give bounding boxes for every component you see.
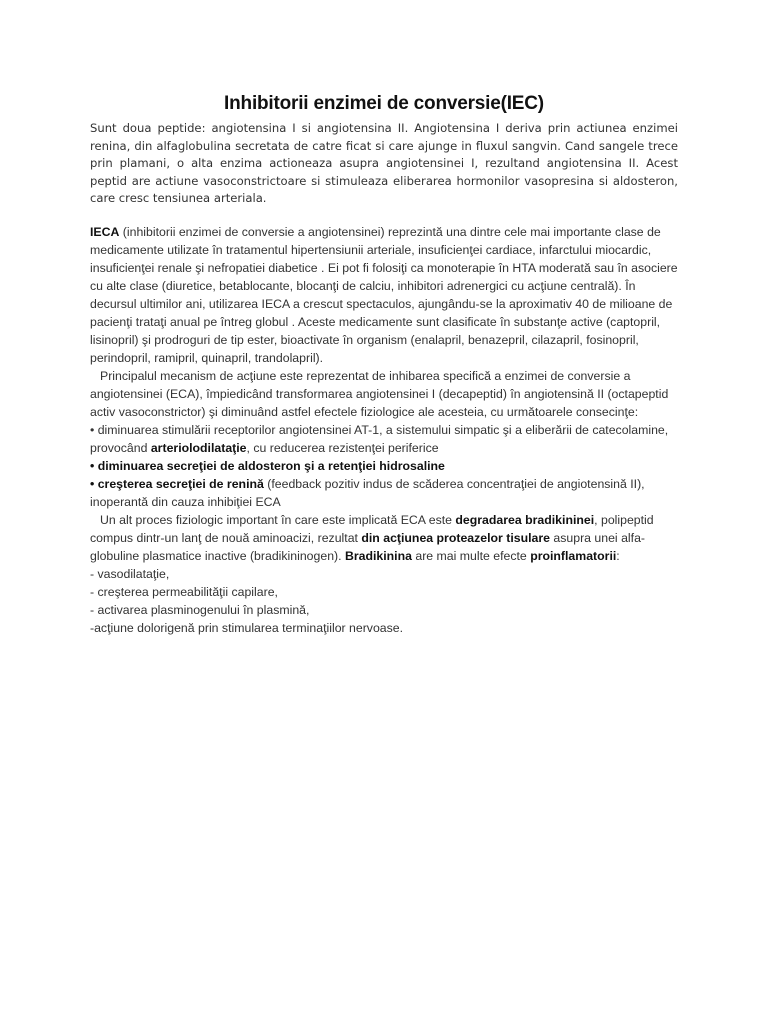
bullet-text: (feedback pozitiv indus de scăderea concentraţiei de angiotensină II), inoperantă din cauza inhibiţiei ECA xyxy=(90,477,645,509)
paragraph-text: are mai multe efecte xyxy=(411,549,531,563)
document-title: Inhibitorii enzimei de conversie(IEC) xyxy=(224,93,544,114)
bold-text: proinflamatorii xyxy=(530,549,617,563)
bold-text: din acţiunea proteazelor tisulare xyxy=(361,531,550,545)
bold-text: Bradikinina xyxy=(344,549,412,563)
bullet-text: , cu reducerea rezistenţei periferice xyxy=(246,441,439,455)
bullet-bold-text: arteriolodilataţie xyxy=(150,441,247,455)
paragraph-text: : xyxy=(616,549,620,563)
bradykinin-paragraph xyxy=(90,511,678,565)
ieca-term: IECA xyxy=(90,225,120,239)
effects-list-item: -acţiune dolorigenă prin stimularea terminaţiilor nervoase. xyxy=(90,621,404,635)
mechanism-paragraph: Principalul mecanism de acţiune este reprezentat de inhibarea specifică a enzimei de conversie a angiotensinei (ECA), împiedicând transformarea angiotensinei I (decapeptid) în angiotensină II (octapeptid activ vasoconstrictor) şi diminuând astfel efectele fiziologice ale acesteia, cu următoarele consecinţe: xyxy=(90,369,669,419)
bullet-item: • diminuarea secreţiei de aldosteron şi a retenţiei hidrosaline xyxy=(90,459,445,473)
bullet-item xyxy=(90,475,678,511)
effects-list-item: - vasodilataţie, xyxy=(90,567,170,581)
paragraph-text: asupra unei alfa-globuline plasmatice inactive (bradikininogen). xyxy=(90,531,646,563)
bullet-text: • diminuarea stimulării receptorilor angiotensinei AT-1, a sistemului simpatic şi a eliberării de catecolamine, provocând xyxy=(90,423,669,455)
paragraph-text: , polipeptid compus dintr-un lanţ de nouă aminoacizi, rezultat xyxy=(90,513,654,545)
effects-list-item: - creşterea permeabilităţii capilare, xyxy=(90,585,278,599)
intro-paragraph: Sunt doua peptide: angiotensina I si angiotensina II. Angiotensina I deriva prin actiunea enzimei renina, din alfaglobulina secretata de catre ficat si care ajunge in fluxul sangvin. Cand sangele trece prin plamani, o alta enzima actioneaza asupra angiotensinei I, rezultand angiotensina II. Acest peptid are actiune vasoconstrictoare si stimuleaza eliberarea hormonilor vasopresina si aldosteron, care cresc tensiunea arteriala. xyxy=(90,121,678,205)
paragraph-text: Un alt proces fiziologic important în care este implicată ECA este xyxy=(100,513,456,527)
bullet-bold-text: • creşterea secreţiei de renină xyxy=(90,477,264,491)
ieca-paragraph xyxy=(90,223,678,367)
ieca-text: (inhibitorii enzimei de conversie a angiotensinei) reprezintă una dintre cele mai importante clase de medicamente utilizate în tratamentul hipertensiunii arteriale, insuficienţei cardiace, infarctului miocardic, insuficienţei renale şi nefropatiei diabetice . Ei pot fi folosiţi ca monoterapie în HTA moderată sau în asociere cu alte clase (diuretice, betablocante, blocanţi de calciu, inhibitori adrenergici cu acţiune centrală). În decursul ultimilor ani, utilizarea IECA a crescut spectaculos, ajungându-se la aproximativ 40 de milioane de pacienţi trataţi anual pe întreg globul . Aceste medicamente sunt clasificate în substanţe active (captopril, lisinopril) şi prodroguri de tip ester, bioactivate în organism (enalapril, benazepril, cilazapril, fosinopril, perindopril, ramipril, quinapril, trandolapril). xyxy=(90,225,678,365)
document-body xyxy=(90,223,678,637)
bullet-item xyxy=(90,421,678,457)
bold-text: degradarea bradikininei xyxy=(455,513,595,527)
effects-list-item: - activarea plasminogenului în plasmină, xyxy=(90,603,310,617)
